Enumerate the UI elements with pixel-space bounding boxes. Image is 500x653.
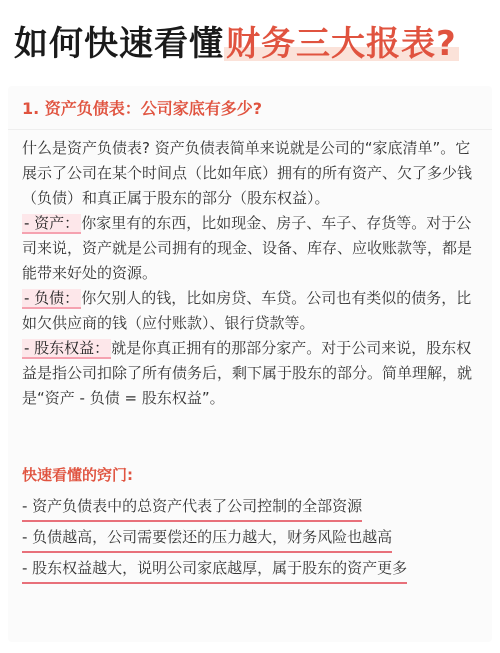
assets-label: - 资产：: [24, 214, 80, 232]
section-body: [22, 136, 478, 411]
liabilities-text: 你欠别人的钱，比如房贷、车贷。公司也有类似的债务，比如欠供应商的钱（应付账款）、银行贷款等。: [22, 289, 472, 332]
equity-label: - 股东权益：: [24, 339, 110, 357]
tips-list: [22, 494, 482, 587]
tip-item: - 股东权益越大，说明公司家底越厚，属于股东的资产更多: [22, 556, 407, 584]
title-part-2-highlighted: 财务三大报表?: [226, 24, 457, 64]
assets-paragraph: [22, 211, 478, 286]
section-heading: 1. 资产负债表：公司家底有多少?: [22, 99, 263, 118]
assets-text: 你家里有的东西，比如现金、房子、车子、存货等。对于公司来说，资产就是公司拥有的现金、设备、库存、应收账款等，都是能带来好处的资源。: [22, 214, 473, 282]
tip-item: - 资产负债表中的总资产代表了公司控制的全部资源: [22, 494, 362, 522]
title-part-1: 如何快速看懂: [14, 24, 224, 64]
equity-paragraph: [22, 336, 478, 411]
page-title: [14, 14, 459, 74]
intro-paragraph: 什么是资产负债表? 资产负债表简单来说就是公司的“家底清单”。它展示了公司在某个时间点（比如年底）拥有的所有资产、欠了多少钱（负债）和真正属于股东的部分（股东权益）。: [22, 139, 473, 207]
liabilities-paragraph: [22, 286, 478, 336]
liabilities-label: - 负债：: [24, 289, 80, 307]
heading-divider: [8, 129, 492, 130]
tips-title: 快速看懂的窍门:: [22, 466, 133, 484]
tip-item: - 负债越高，公司需要偿还的压力越大，财务风险也越高: [22, 525, 392, 553]
equity-text: 就是你真正拥有的那部分家产。对于公司来说，股东权益是指公司扣除了所有债务后，剩下属于股东的部分。简单理解，就是“资产 - 负债 = 股东权益”。: [22, 339, 473, 407]
